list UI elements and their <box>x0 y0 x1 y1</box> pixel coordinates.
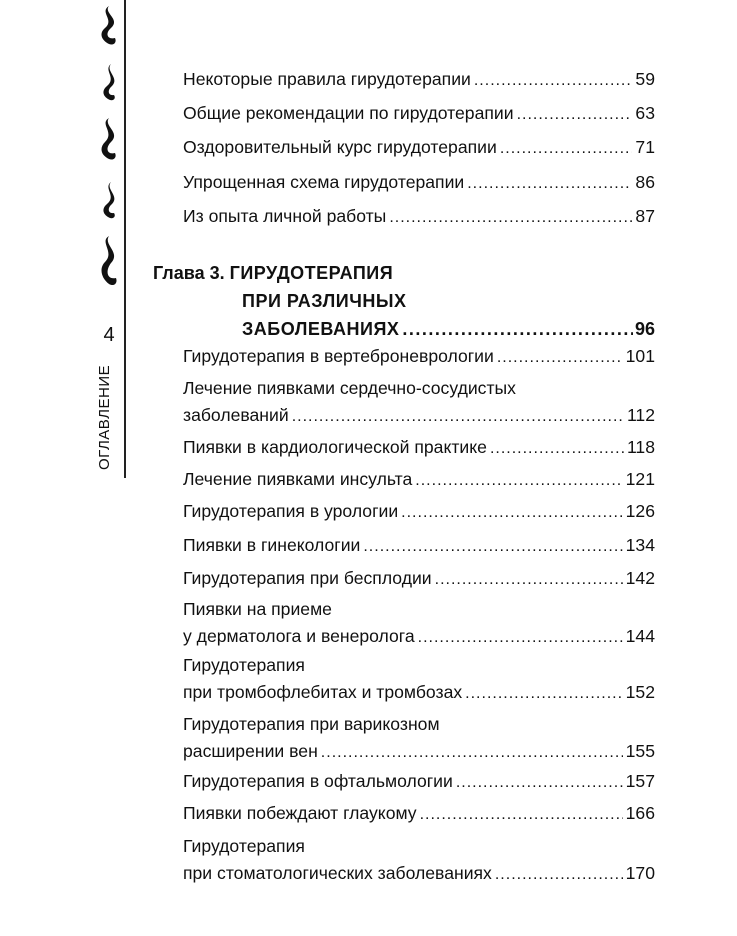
dot-leader <box>420 801 623 828</box>
toc-entry[interactable] <box>183 768 655 796</box>
toc-entry-title: расширении вен <box>183 741 318 761</box>
toc-entry[interactable] <box>183 833 655 888</box>
toc-entry-title: Пиявки побеждают глаукому <box>183 803 417 823</box>
toc-entry[interactable] <box>183 434 655 462</box>
dot-leader <box>363 533 622 560</box>
dot-leader <box>465 680 622 707</box>
toc-entry[interactable] <box>183 375 655 430</box>
dot-leader <box>415 467 622 494</box>
toc-entry-title: Гирудотерапия в офтальмологии <box>183 771 453 791</box>
toc-entry[interactable] <box>183 565 655 593</box>
toc-entry[interactable] <box>183 66 655 94</box>
toc-entry[interactable] <box>183 532 655 560</box>
toc-entry[interactable] <box>183 711 655 766</box>
toc-entry-title: Гирудотерапия в вертеброневрологии <box>183 346 494 366</box>
toc-entry-line <box>183 169 655 197</box>
toc-entry-line <box>183 100 655 128</box>
dot-leader <box>435 566 623 593</box>
dot-leader <box>517 101 633 128</box>
toc-entry-line <box>183 860 655 888</box>
toc-entry-line <box>183 434 655 462</box>
toc-entry-line <box>183 532 655 560</box>
toc-entry-page: 166 <box>625 803 655 823</box>
toc-entry-title: у дерматолога и венеролога <box>183 626 415 646</box>
chapter-heading[interactable] <box>153 259 655 343</box>
toc-entry-title: Лечение пиявками сердечно-сосудистых <box>183 378 516 398</box>
dot-leader <box>497 344 623 371</box>
toc-entry-page: 63 <box>635 103 655 124</box>
toc-entry[interactable] <box>183 100 655 128</box>
dot-leader <box>292 403 624 430</box>
toc-entry-title: заболеваний <box>183 405 289 425</box>
toc-entry-line <box>183 402 655 430</box>
dot-leader <box>402 315 633 343</box>
toc-entry-title: Общие рекомендации по гирудотерапии <box>183 103 514 124</box>
toc-entry-title: Гирудотерапия в урологии <box>183 501 399 521</box>
dot-leader <box>474 67 633 94</box>
toc-entry-line <box>183 498 655 526</box>
toc-entry-page: 87 <box>635 205 655 226</box>
toc-entry-line <box>183 800 655 828</box>
toc-entry-title: Оздоровительный курс гирудотерапии <box>183 137 497 158</box>
chapter-page: 96 <box>634 319 655 339</box>
dot-leader <box>490 435 624 462</box>
toc-entry-line <box>183 623 655 651</box>
toc-entry-page: 101 <box>625 346 655 366</box>
toc-entry-title: Гирудотерапия при бесплодии <box>183 568 432 588</box>
toc-entry-title: Лечение пиявками инсульта <box>183 469 413 489</box>
toc-entry[interactable] <box>183 203 655 231</box>
toc-entry-title: при стоматологических заболеваниях <box>183 863 492 883</box>
toc-entry-title: Гирудотерапия <box>183 655 305 675</box>
toc-entry-line <box>183 565 655 593</box>
toc-entry-title: Гирудотерапия <box>183 836 305 856</box>
toc-entry-page: 121 <box>625 469 655 489</box>
chapter-title-line-3: ЗАБОЛЕВАНИЯХ <box>242 319 400 339</box>
toc-entry-page: 155 <box>625 741 655 761</box>
toc-entry-line <box>183 768 655 796</box>
toc-entry-page: 152 <box>625 682 655 702</box>
toc-entry-page: 170 <box>625 863 655 883</box>
toc-entry-page: 118 <box>626 437 655 457</box>
toc-entry-page: 71 <box>635 137 655 158</box>
dot-leader <box>418 624 623 651</box>
toc-entry-title: Упрощенная схема гирудотерапии <box>183 171 465 192</box>
toc-entry-line <box>183 738 655 766</box>
toc-entry-line <box>183 203 655 231</box>
toc-entry-page: 157 <box>625 771 655 791</box>
toc-entry-title: Пиявки на приеме <box>183 599 332 619</box>
chapter-title-line-2: ПРИ РАЗЛИЧНЫХ <box>242 291 407 311</box>
toc-entry-line <box>183 66 655 94</box>
toc-entry[interactable] <box>183 343 655 371</box>
toc-entry-page: 142 <box>625 568 655 588</box>
dot-leader <box>321 739 623 766</box>
toc-entry[interactable] <box>183 134 655 162</box>
dot-leader <box>467 170 632 197</box>
toc-entry-line <box>183 375 655 402</box>
toc-entry-page: 134 <box>625 535 655 555</box>
page-number: 4 <box>103 324 115 346</box>
toc-entry-title: Пиявки в гинекологии <box>183 535 361 555</box>
dot-leader <box>495 861 623 888</box>
toc-entry-page: 144 <box>625 626 655 646</box>
toc-entry[interactable] <box>183 652 655 707</box>
dot-leader <box>500 135 633 162</box>
toc-entry-page: 59 <box>635 69 655 89</box>
toc-entry-line <box>183 343 655 371</box>
toc-entry[interactable] <box>183 596 655 651</box>
dot-leader <box>456 769 623 796</box>
toc-entry-title: Из опыта личной работы <box>183 205 387 226</box>
chapter-title-line-1: ГИРУДОТЕРАПИЯ <box>229 263 394 283</box>
toc-entry[interactable] <box>183 800 655 828</box>
toc-entry-line <box>183 833 655 860</box>
toc-entry-line <box>183 679 655 707</box>
running-head: ОГЛАВЛЕНИЕ <box>96 364 113 470</box>
toc-entry-title: Некоторые правила гирудотерапии <box>183 69 471 89</box>
toc-entry-line <box>183 652 655 679</box>
toc-entry-title: Пиявки в кардиологической практике <box>183 437 487 457</box>
toc-entry-title: при тромбофлебитах и тромбозах <box>183 682 463 702</box>
chapter-label: Глава 3. <box>153 263 225 283</box>
toc-entry-page: 126 <box>625 501 655 521</box>
toc-entry-page: 112 <box>626 405 655 425</box>
toc-entry-page: 86 <box>635 171 655 192</box>
dot-leader <box>389 204 632 231</box>
toc-entry-line <box>183 134 655 162</box>
toc-entry-line <box>183 596 655 623</box>
toc-entry[interactable] <box>183 466 655 494</box>
toc-entry-title: Гирудотерапия при варикозном <box>183 714 440 734</box>
toc-entry-line <box>183 711 655 738</box>
toc-entry-line <box>183 466 655 494</box>
dot-leader <box>401 499 622 526</box>
toc-entry[interactable] <box>183 169 655 197</box>
toc-entry[interactable] <box>183 498 655 526</box>
